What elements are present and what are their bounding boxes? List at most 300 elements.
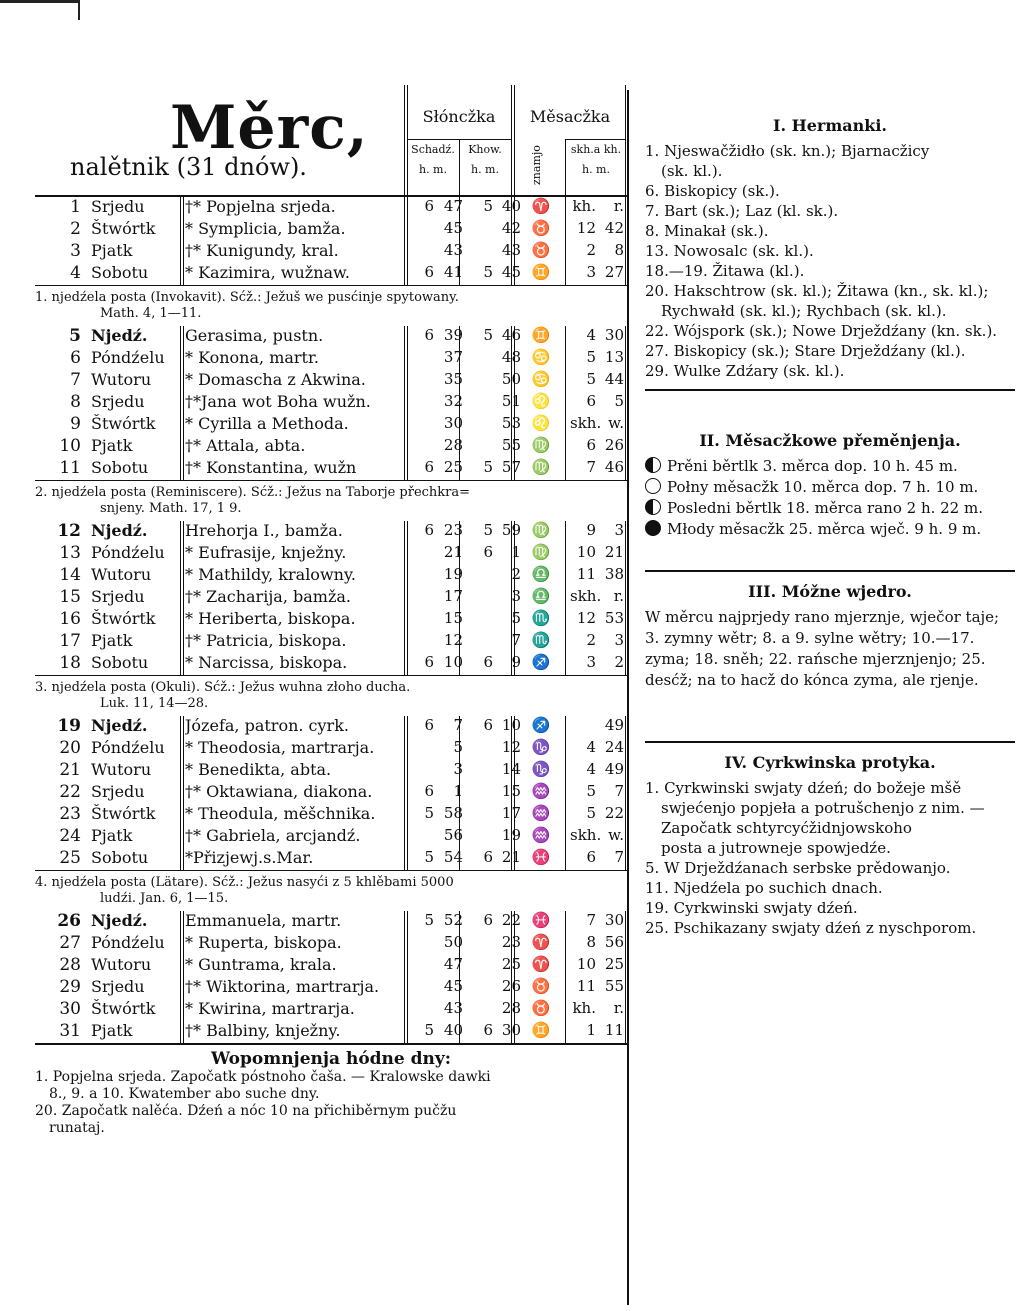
sunrise-minute: 40 bbox=[443, 1021, 463, 1039]
day-number: 29 bbox=[59, 977, 81, 997]
day-row bbox=[35, 1021, 627, 1045]
corner-mark bbox=[0, 0, 80, 20]
sunrise-minute: 54 bbox=[443, 848, 463, 866]
saint-name: * Konona, martr. bbox=[185, 348, 319, 367]
day-name: Štwórtk bbox=[91, 804, 156, 823]
sunset-minute: 21 bbox=[501, 848, 521, 866]
day-row bbox=[35, 955, 627, 977]
sunday-gospel-note bbox=[35, 870, 627, 911]
sunrise-minute: 5 bbox=[453, 738, 463, 756]
moonrise-hour: skh. bbox=[570, 826, 602, 844]
day-number: 30 bbox=[59, 999, 81, 1019]
day-row bbox=[35, 609, 627, 631]
moonrise-minute: r. bbox=[613, 999, 624, 1017]
saint-name: * Kazimira, wužnaw. bbox=[185, 263, 350, 282]
saint-name: * Eufrasije, knježny. bbox=[185, 543, 347, 562]
zodiac-icon: ♑ bbox=[531, 738, 551, 756]
sunrise-hour: 6 bbox=[424, 326, 434, 344]
sunset-hour: 6 bbox=[483, 911, 493, 929]
sunrise-minute: 19 bbox=[443, 565, 463, 583]
sunset-hour: 6 bbox=[483, 1021, 493, 1039]
sunrise-hm: h. m. bbox=[418, 163, 447, 176]
sunrise-minute: 3 bbox=[453, 760, 463, 778]
moonrise-minute: 46 bbox=[604, 458, 624, 476]
moonrise-minute: 11 bbox=[604, 1021, 624, 1039]
day-name: Njedź. bbox=[91, 326, 148, 345]
sunday-gospel-note bbox=[35, 285, 627, 326]
moonrise-hour: 4 bbox=[586, 760, 596, 778]
day-number: 12 bbox=[57, 521, 81, 541]
saint-name: * Domascha z Akwina. bbox=[185, 370, 366, 389]
zodiac-icon: ♌ bbox=[531, 392, 551, 410]
day-number: 26 bbox=[57, 911, 81, 931]
day-row bbox=[35, 738, 627, 760]
sunrise-minute: 12 bbox=[443, 631, 463, 649]
day-name: Štwórtk bbox=[91, 219, 156, 238]
calendar bbox=[35, 85, 627, 1137]
calendar-header bbox=[35, 85, 627, 197]
zodiac-icon: ♋ bbox=[531, 348, 551, 366]
moon-first-quarter-icon bbox=[645, 457, 661, 473]
sunset-minute: 3 bbox=[511, 587, 521, 605]
sunset-minute: 22 bbox=[501, 911, 521, 929]
saint-name: * Guntrama, krala. bbox=[185, 955, 337, 974]
moonrise-hour: 1 bbox=[586, 1021, 596, 1039]
saint-name: †* Popjelna srjeda. bbox=[185, 197, 336, 216]
saint-name: †* Zacharija, bamža. bbox=[185, 587, 351, 606]
day-row bbox=[35, 458, 627, 480]
sunset-hour: 5 bbox=[483, 458, 493, 476]
zodiac-icon: ♈ bbox=[531, 933, 551, 951]
sunset-hour: 6 bbox=[483, 716, 493, 734]
sunset-hour: 5 bbox=[483, 263, 493, 281]
moonrise-minute: r. bbox=[613, 197, 624, 215]
sunrise-minute: 52 bbox=[443, 911, 463, 929]
sunrise-hour: 5 bbox=[424, 1021, 434, 1039]
month-subtitle: nalětnik (31 dnów). bbox=[70, 153, 307, 181]
sunrise-header: Schadź. bbox=[411, 143, 455, 156]
moonrise-minute: 3 bbox=[614, 521, 624, 539]
saint-name: †* Balbiny, knježny. bbox=[185, 1021, 341, 1040]
day-number: 23 bbox=[59, 804, 81, 824]
zodiac-icon: ♎ bbox=[531, 565, 551, 583]
saint-name: †* Gabriela, arcjandź. bbox=[185, 826, 361, 845]
sunset-minute: 53 bbox=[501, 414, 521, 432]
moonrise-minute: 49 bbox=[604, 760, 624, 778]
sunrise-minute: 30 bbox=[443, 414, 463, 432]
moonrise-minute: 49 bbox=[604, 716, 624, 734]
moonrise-minute: 5 bbox=[614, 392, 624, 410]
saint-name: †* Attala, abta. bbox=[185, 436, 306, 455]
zodiac-icon: ♒ bbox=[531, 826, 551, 844]
church-calendar-title: IV. Cyrkwinska protyka. bbox=[724, 753, 936, 772]
zodiac-icon: ♍ bbox=[531, 521, 551, 539]
day-number: 16 bbox=[59, 609, 81, 629]
day-number: 19 bbox=[57, 716, 81, 736]
sunset-minute: 14 bbox=[501, 760, 521, 778]
sunset-hm: h. m. bbox=[470, 163, 499, 176]
fair-item: Rychwałd (sk. kl.); Rychbach (sk. kl.). bbox=[661, 302, 947, 320]
sunset-minute: 12 bbox=[501, 738, 521, 756]
moonrise-minute: r. bbox=[613, 587, 624, 605]
moonrise-hour: kh. bbox=[572, 197, 596, 215]
fair-item: 1. Njeswačžidło (sk. kn.); Bjarnacžicy bbox=[645, 142, 930, 160]
sunrise-minute: 15 bbox=[443, 609, 463, 627]
day-number: 4 bbox=[70, 263, 81, 283]
moonrise-hour: 6 bbox=[586, 392, 596, 410]
sunset-minute: 28 bbox=[501, 999, 521, 1017]
note-line: ludźi. Jan. 6, 1—15. bbox=[100, 891, 229, 906]
saint-name: Józefa, patron. cyrk. bbox=[185, 716, 349, 735]
moonrise-hour: 2 bbox=[586, 631, 596, 649]
sunset-hour: 5 bbox=[483, 326, 493, 344]
moonrise-hour: 11 bbox=[576, 977, 596, 995]
moonrise-hm: h. m. bbox=[581, 163, 610, 176]
zodiac-icon: ♐ bbox=[531, 653, 551, 671]
sunrise-hour: 6 bbox=[424, 521, 434, 539]
notable-day-item: runataj. bbox=[49, 1120, 105, 1136]
day-number: 8 bbox=[70, 392, 81, 412]
day-name: Srjedu bbox=[91, 977, 145, 996]
day-row bbox=[35, 848, 627, 870]
moonrise-minute: 22 bbox=[604, 804, 624, 822]
day-row bbox=[35, 782, 627, 804]
moonrise-hour: 3 bbox=[586, 653, 596, 671]
day-name: Wutoru bbox=[91, 760, 152, 779]
zodiac-icon: ♍ bbox=[531, 458, 551, 476]
day-row bbox=[35, 653, 627, 675]
notable-days-title: Wopomnjenja hódne dny: bbox=[210, 1049, 452, 1069]
zodiac-icon: ♒ bbox=[531, 782, 551, 800]
day-name: Wutoru bbox=[91, 955, 152, 974]
sunrise-minute: 25 bbox=[443, 458, 463, 476]
sunrise-minute: 47 bbox=[443, 197, 463, 215]
fairs-title: I. Hermanki. bbox=[772, 116, 887, 135]
moon-new-icon bbox=[645, 520, 661, 536]
day-row bbox=[35, 999, 627, 1021]
moonrise-hour: kh. bbox=[572, 999, 596, 1017]
moonrise-minute: 30 bbox=[604, 911, 624, 929]
day-row bbox=[35, 348, 627, 370]
sunrise-minute: 45 bbox=[443, 977, 463, 995]
day-number: 20 bbox=[59, 738, 81, 758]
zodiac-icon: ♈ bbox=[531, 955, 551, 973]
moonrise-header: skh.a kh. bbox=[570, 143, 622, 156]
day-number: 17 bbox=[59, 631, 81, 651]
day-row bbox=[35, 543, 627, 565]
sunrise-minute: 21 bbox=[443, 543, 463, 561]
day-number: 3 bbox=[70, 241, 81, 261]
day-row bbox=[35, 219, 627, 241]
moon-phases-title: II. Měsacžkowe přeměnjenja. bbox=[699, 431, 961, 450]
saint-name: *Přizjewj.s.Mar. bbox=[185, 848, 314, 867]
church-item: 1. Cyrkwinski swjaty dźeń; do božeje mšě bbox=[645, 779, 962, 797]
right-column bbox=[645, 110, 1015, 938]
church-item: 19. Cyrkwinski swjaty dźeń. bbox=[645, 899, 858, 917]
sunrise-minute: 32 bbox=[443, 392, 463, 410]
day-row bbox=[35, 197, 627, 219]
day-name: Pjatk bbox=[91, 826, 133, 845]
day-number: 9 bbox=[70, 414, 81, 434]
moonrise-hour: 4 bbox=[586, 738, 596, 756]
day-name: Wutoru bbox=[91, 370, 152, 389]
note-line: 2. njedźela posta (Reminiscere). Sćž.: Ježus na Taborje přechkra= bbox=[35, 485, 471, 500]
day-name: Štwórtk bbox=[91, 999, 156, 1018]
saint-name: †* Wiktorina, martrarja. bbox=[185, 977, 380, 996]
saint-name: * Narcissa, biskopa. bbox=[185, 653, 348, 672]
church-item: swjećenjo popjeła a potrušchenjo z nim. — bbox=[661, 799, 985, 817]
sunset-minute: 23 bbox=[501, 933, 521, 951]
day-row bbox=[35, 521, 627, 543]
sunset-minute: 57 bbox=[501, 458, 521, 476]
day-number: 21 bbox=[59, 760, 81, 780]
saint-name: †*Jana wot Boha wužn. bbox=[185, 392, 371, 411]
sunrise-hour: 5 bbox=[424, 911, 434, 929]
moonrise-minute: 3 bbox=[614, 631, 624, 649]
moonrise-minute: 8 bbox=[614, 241, 624, 259]
moonrise-minute: 56 bbox=[604, 933, 624, 951]
sunrise-minute: 50 bbox=[443, 933, 463, 951]
day-row bbox=[35, 804, 627, 826]
sunset-minute: 15 bbox=[501, 782, 521, 800]
moonrise-hour: skh. bbox=[570, 587, 602, 605]
moon-header: Měsacžka bbox=[529, 107, 611, 126]
day-name: Póndźelu bbox=[91, 933, 165, 952]
day-row bbox=[35, 760, 627, 782]
moonrise-hour: 12 bbox=[576, 609, 596, 627]
saint-name: * Ruperta, biskopa. bbox=[185, 933, 342, 952]
zodiac-icon: ♉ bbox=[531, 219, 551, 237]
day-name: Srjedu bbox=[91, 197, 145, 216]
sunrise-minute: 10 bbox=[443, 653, 463, 671]
day-number: 7 bbox=[70, 370, 81, 390]
day-name: Póndźelu bbox=[91, 543, 165, 562]
sunrise-hour: 6 bbox=[424, 197, 434, 215]
day-name: Sobotu bbox=[91, 458, 149, 477]
sunrise-hour: 6 bbox=[424, 263, 434, 281]
day-number: 14 bbox=[59, 565, 81, 585]
moonrise-minute: w. bbox=[608, 826, 624, 844]
sunset-minute: 17 bbox=[501, 804, 521, 822]
moonrise-hour: 5 bbox=[586, 348, 596, 366]
day-name: Njedź. bbox=[91, 716, 148, 735]
moonrise-minute: 53 bbox=[604, 609, 624, 627]
sunday-gospel-note bbox=[35, 675, 627, 716]
day-row bbox=[35, 565, 627, 587]
day-number: 6 bbox=[70, 348, 81, 368]
notable-day-item: 1. Popjelna srjeda. Započatk póstnoho čaša. — Kralowske dawki bbox=[35, 1069, 491, 1085]
day-name: Wutoru bbox=[91, 565, 152, 584]
moonrise-hour: 4 bbox=[586, 326, 596, 344]
moonrise-minute: 7 bbox=[614, 848, 624, 866]
zodiac-icon: ♉ bbox=[531, 999, 551, 1017]
church-item: 5. W Drježdźanach serbske prědowanjo. bbox=[645, 859, 951, 877]
notable-day-item: 20. Započatk nalěća. Dźeń a nóc 10 na přichiběrnym pučžu bbox=[35, 1103, 457, 1119]
sunrise-hour: 6 bbox=[424, 653, 434, 671]
sunset-hour: 6 bbox=[483, 848, 493, 866]
moonrise-minute: 55 bbox=[604, 977, 624, 995]
saint-name: †* Kunigundy, kral. bbox=[185, 241, 339, 260]
sun-header: Słóncžka bbox=[422, 107, 496, 126]
note-line: snjeny. Math. 17, 1 9. bbox=[100, 501, 242, 516]
day-row bbox=[35, 263, 627, 285]
sunrise-hour: 5 bbox=[424, 804, 434, 822]
moonrise-minute: 30 bbox=[604, 326, 624, 344]
sunrise-minute: 41 bbox=[443, 263, 463, 281]
zodiac-icon: ♊ bbox=[531, 263, 551, 281]
note-line: 4. njedźela posta (Lätare). Sćž.: Ježus nasyći z 5 khlěbami 5000 bbox=[35, 875, 454, 890]
day-row bbox=[35, 826, 627, 848]
day-row bbox=[35, 631, 627, 653]
notable-day-item: 8., 9. a 10. Kwatember abo suche dny. bbox=[49, 1086, 320, 1102]
fair-item: 22. Wójspork (sk.); Nowe Drježdźany (kn. sk.). bbox=[645, 322, 998, 340]
day-name: Póndźelu bbox=[91, 738, 165, 757]
zodiac-icon: ♐ bbox=[531, 716, 551, 734]
day-name: Póndźelu bbox=[91, 348, 165, 367]
moonrise-hour: 7 bbox=[586, 911, 596, 929]
sunset-minute: 2 bbox=[511, 565, 521, 583]
zodiac-icon: ♓ bbox=[531, 848, 551, 866]
day-row bbox=[35, 241, 627, 263]
fair-item: 13. Nowosalc (sk. kl.). bbox=[645, 242, 814, 260]
sunset-minute: 26 bbox=[501, 977, 521, 995]
sunset-header: Khow. bbox=[468, 143, 502, 156]
moonrise-hour: 5 bbox=[586, 782, 596, 800]
sunrise-hour: 6 bbox=[424, 716, 434, 734]
saint-name: * Symplicia, bamža. bbox=[185, 219, 346, 238]
note-line: Luk. 11, 14—28. bbox=[100, 696, 209, 711]
weather-text: W měrcu najprjedy rano mjerznje, wječor taje; 3. zymny wětr; 8. a 9. sylne wětry; 10.—17. zyma; 18. sněh; 22. rańsche mjerznjenjo; 25. desćž; na to hacž do kónca zyma, ale rjenje. bbox=[645, 608, 1000, 689]
saint-name: * Heriberta, biskopa. bbox=[185, 609, 356, 628]
sunset-minute: 10 bbox=[501, 716, 521, 734]
day-name: Sobotu bbox=[91, 263, 149, 282]
day-number: 1 bbox=[70, 197, 81, 217]
saint-name: †* Konstantina, wužn bbox=[185, 458, 357, 477]
fair-item: 27. Biskopicy (sk.); Stare Drježdźany (kl.). bbox=[645, 342, 966, 360]
saint-name: * Mathildy, kralowny. bbox=[185, 565, 356, 584]
moonrise-hour: 6 bbox=[586, 436, 596, 454]
day-name: Štwórtk bbox=[91, 414, 156, 433]
phase-last-quarter: Posledni běrtlk 18. měrca rano 2 h. 22 m. bbox=[645, 498, 1015, 519]
sunset-minute: 19 bbox=[501, 826, 521, 844]
saint-name: Gerasima, pustn. bbox=[185, 326, 324, 345]
sunset-minute: 40 bbox=[501, 197, 521, 215]
zodiac-icon: ♋ bbox=[531, 370, 551, 388]
moonrise-minute: 27 bbox=[604, 263, 624, 281]
saint-name: * Benedikta, abta. bbox=[185, 760, 332, 779]
day-number: 18 bbox=[59, 653, 81, 673]
moonrise-hour: 10 bbox=[576, 955, 596, 973]
sunrise-minute: 39 bbox=[443, 326, 463, 344]
fair-item: 20. Hakschtrow (sk. kl.); Žitawa (kn., sk. kl.); bbox=[645, 282, 989, 300]
sunrise-minute: 1 bbox=[453, 782, 463, 800]
day-name: Pjatk bbox=[91, 1021, 133, 1040]
sunrise-minute: 45 bbox=[443, 219, 463, 237]
zodiac-icon: ♑ bbox=[531, 760, 551, 778]
saint-name: * Theodula, měšchnika. bbox=[185, 804, 376, 823]
moonrise-hour: 7 bbox=[586, 458, 596, 476]
sunset-minute: 45 bbox=[501, 263, 521, 281]
sunrise-minute: 17 bbox=[443, 587, 463, 605]
note-line: 1. njedźela posta (Invokavit). Sćž.: Ježuš we pusćinje spytowany. bbox=[35, 290, 459, 305]
day-number: 13 bbox=[59, 543, 81, 563]
zodiac-icon: ♊ bbox=[531, 1021, 551, 1039]
moonrise-hour: 12 bbox=[576, 219, 596, 237]
day-number: 5 bbox=[69, 326, 81, 346]
note-line: 3. njedźela posta (Okuli). Sćž.: Ježus wuhna złoho ducha. bbox=[35, 680, 411, 695]
fair-item: (sk. kl.). bbox=[661, 162, 723, 180]
day-number: 27 bbox=[59, 933, 81, 953]
sunset-minute: 43 bbox=[501, 241, 521, 259]
sunrise-minute: 43 bbox=[443, 999, 463, 1017]
sunrise-minute: 7 bbox=[453, 716, 463, 734]
zodiac-icon: ♊ bbox=[531, 326, 551, 344]
day-number: 31 bbox=[59, 1021, 81, 1041]
church-item: Započatk schtyrcyćžidnjowskoho bbox=[661, 819, 912, 837]
day-name: Srjedu bbox=[91, 587, 145, 606]
day-row bbox=[35, 392, 627, 414]
day-row bbox=[35, 326, 627, 348]
zodiac-icon: ♉ bbox=[531, 977, 551, 995]
sunset-minute: 7 bbox=[511, 631, 521, 649]
phase-new-moon: Młody měsacžk 25. měrca wječ. 9 h. 9 m. bbox=[645, 519, 1015, 540]
day-name: Srjedu bbox=[91, 392, 145, 411]
sunset-hour: 5 bbox=[483, 521, 493, 539]
day-row bbox=[35, 587, 627, 609]
day-row bbox=[35, 414, 627, 436]
sunset-minute: 55 bbox=[501, 436, 521, 454]
day-name: Sobotu bbox=[91, 653, 149, 672]
day-name: Pjatk bbox=[91, 436, 133, 455]
sunrise-minute: 28 bbox=[443, 436, 463, 454]
moonrise-minute: 44 bbox=[604, 370, 624, 388]
zodiac-icon: ♍ bbox=[531, 543, 551, 561]
moonrise-hour: 2 bbox=[586, 241, 596, 259]
day-row bbox=[35, 933, 627, 955]
note-line: Math. 4, 1—11. bbox=[100, 306, 202, 321]
moonrise-hour: 6 bbox=[586, 848, 596, 866]
zodiac-icon: ♓ bbox=[531, 911, 551, 929]
sunset-minute: 25 bbox=[501, 955, 521, 973]
fair-item: 7. Bart (sk.); Laz (kl. sk.). bbox=[645, 202, 839, 220]
sunrise-minute: 23 bbox=[443, 521, 463, 539]
sunset-hour: 5 bbox=[483, 197, 493, 215]
saint-name: †* Patricia, biskopa. bbox=[185, 631, 347, 650]
day-name: Njedź. bbox=[91, 911, 148, 930]
moonrise-hour: 11 bbox=[576, 565, 596, 583]
saint-name: * Kwirina, martrarja. bbox=[185, 999, 355, 1018]
moonrise-minute: 25 bbox=[604, 955, 624, 973]
moonrise-hour: 5 bbox=[586, 804, 596, 822]
zodiac-icon: ♈ bbox=[531, 197, 551, 215]
sunrise-minute: 56 bbox=[443, 826, 463, 844]
saint-name: Hrehorja I., bamža. bbox=[185, 521, 343, 540]
sunrise-minute: 58 bbox=[443, 804, 463, 822]
sunrise-minute: 37 bbox=[443, 348, 463, 366]
moonrise-minute: 42 bbox=[604, 219, 624, 237]
day-number: 25 bbox=[59, 848, 81, 868]
fair-item: 8. Minakał (sk.). bbox=[645, 222, 769, 240]
day-row bbox=[35, 716, 627, 738]
day-number: 11 bbox=[59, 458, 81, 478]
sunset-hour: 6 bbox=[483, 653, 493, 671]
moonrise-minute: 26 bbox=[604, 436, 624, 454]
day-number: 22 bbox=[59, 782, 81, 802]
sunset-minute: 46 bbox=[501, 326, 521, 344]
sunset-minute: 42 bbox=[501, 219, 521, 237]
fair-item: 18.—19. Žitawa (kl.). bbox=[645, 262, 805, 280]
moonrise-hour: 3 bbox=[586, 263, 596, 281]
